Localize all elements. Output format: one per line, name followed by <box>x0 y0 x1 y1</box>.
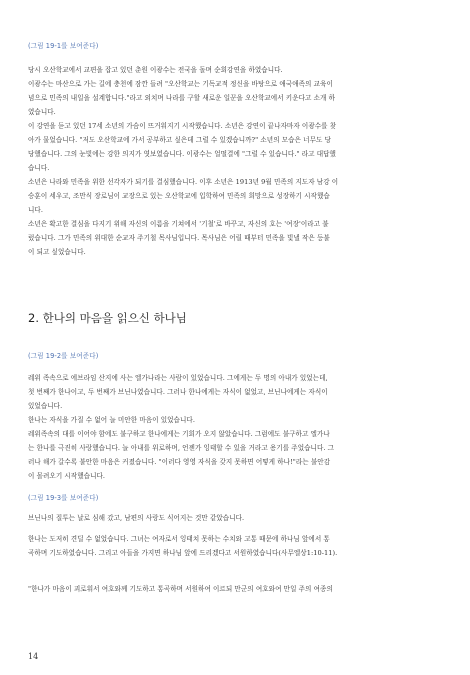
paragraph-6 <box>28 414 443 428</box>
paragraph-10 <box>28 583 443 597</box>
picture-cue-19-2: (그림 19-2를 보여준다) <box>28 352 99 360</box>
section-heading: 2. 한나의 마음을 읽으신 하나님 <box>28 311 187 325</box>
text-line: 러나 해가 갈수록 불안한 마음은 커졌습니다. "이러다 영영 자식을 갖지 못하면 어떻게 하나!"라는 불안감 <box>28 457 331 466</box>
text-line: 니다. <box>28 205 43 214</box>
text-line: 승훈이 세우고, 조만식 장로님이 교장으로 있는 오산학교에 입학하여 민족의 희망으로 성장하기 시작했습 <box>28 191 330 200</box>
text-line: 소년은 확고한 결심을 다지기 위해 자신의 이름을 기쳐에서 '기철'로 바꾸고, 자신의 호는 '여장'이라고 불 <box>28 220 329 228</box>
picture-cue-19-3: (그림 19-3를 보여준다) <box>28 494 99 502</box>
paragraph-5 <box>28 372 443 414</box>
paragraph-4 <box>28 218 443 260</box>
text-line: 였습니다. <box>28 107 56 116</box>
text-line: "한나가 마음이 괴로워서 여호와께 기도하고 통곡하며 서원하여 이르되 만군의 여호와여 만일 주의 여종의 <box>28 585 333 593</box>
text-line: 이광수는 마산으로 가는 길에 충천에 잠깐 들려 "오산학교는 기독교적 정신을 바탕으로 애국애족의 교육이 <box>28 79 333 88</box>
text-line: 레위 족속으로 에브라임 산지에 사는 엘가나라는 사람이 있었습니다. 그에게는 두 명의 아내가 있었는데, <box>28 374 328 382</box>
page-number: 14 <box>28 652 39 661</box>
text-line: 있었습니다. <box>28 401 63 410</box>
text-line: 브닌나의 질투는 날로 심해 갔고, 남편의 사랑도 식어지는 것만 같았습니다. <box>28 514 245 522</box>
paragraph-9 <box>28 533 443 561</box>
text-line: 아가 물었습니다. "저도 오산학교에 가서 공부하고 싶은데 그럴 수 있겠습니까?" 소년의 모습은 너무도 당 <box>28 135 331 144</box>
text-line: 소년은 나라와 민족을 위한 선각자가 되기를 결심했습니다. 이후 소년은 1913년 9월 민족의 지도자 남강 이 <box>28 178 339 186</box>
picture-cue-19-1: (그림 19-1를 보여준다) <box>28 42 99 50</box>
paragraph-1 <box>28 64 443 120</box>
text-line: 당했습니다. 그의 눈빛에는 강한 의지가 엿보였습니다. 이광수는 얼떨결에 "그럴 수 있습니다." 라고 대답했 <box>28 149 336 158</box>
text-line: 레위족속의 대를 이어야 함에도 불구하고 한나에게는 기회가 오지 않았습니다. 그럼에도 불구하고 엘가나 <box>28 430 330 438</box>
text-line: 이 되고 싶었습니다. <box>28 247 86 256</box>
paragraph-2 <box>28 120 443 176</box>
text-line: 이 강연을 듣고 있던 17세 소년의 가슴이 뜨거워지기 시작했습니다. 소년은 강연이 끝나자마자 이광수를 찾 <box>28 122 337 130</box>
text-line: 당시 오산학교에서 교편을 잡고 있던 춘원 이광수는 전국을 돌며 순회강연을 하였습니다. <box>28 66 283 74</box>
paragraph-7 <box>28 428 443 484</box>
text-line: 곡하며 기도하였습니다. 그리고 아들을 가지면 하나님 앞에 드리겠다고 서원하였습니다(사무엘상1:10-11). <box>28 548 338 557</box>
text-line: 첫 번째가 한나이고, 두 번째가 브닌나였습니다. 그러나 한나에게는 자식이 없었고, 브닌나에게는 자식이 <box>28 387 328 396</box>
text-line: 는 한나를 극진히 사랑했습니다. 늘 아내를 위로하며, 언젠가 잉태할 수 있을 거라고 용기를 주었습니다. 그 <box>28 443 335 452</box>
text-line: 한나는 도저히 견딜 수 없었습니다. 그녀는 여자로서 잉태치 못하는 수치와 고통 때문에 하나님 앞에서 통 <box>28 535 330 543</box>
text-line: 습니다. <box>28 163 50 172</box>
text-line: 이 몰려오기 시작했습니다. <box>28 471 106 480</box>
text-line: 한나는 자식을 가질 수 없어 늘 미안한 마음이 있었습니다. <box>28 416 195 424</box>
text-line: 념으로 민족의 내일을 설계합니다."라고 외치며 나라를 구할 새로운 일꾼을 오산학교에서 키운다고 소개 하 <box>28 93 336 102</box>
paragraph-3 <box>28 176 443 218</box>
text-line: 렀습니다. 그가 민족의 위대한 순교자 주기철 목사님입니다. 목사님은 어릴 때부터 민족을 빛낼 작은 등불 <box>28 233 330 242</box>
paragraph-8 <box>28 512 443 526</box>
